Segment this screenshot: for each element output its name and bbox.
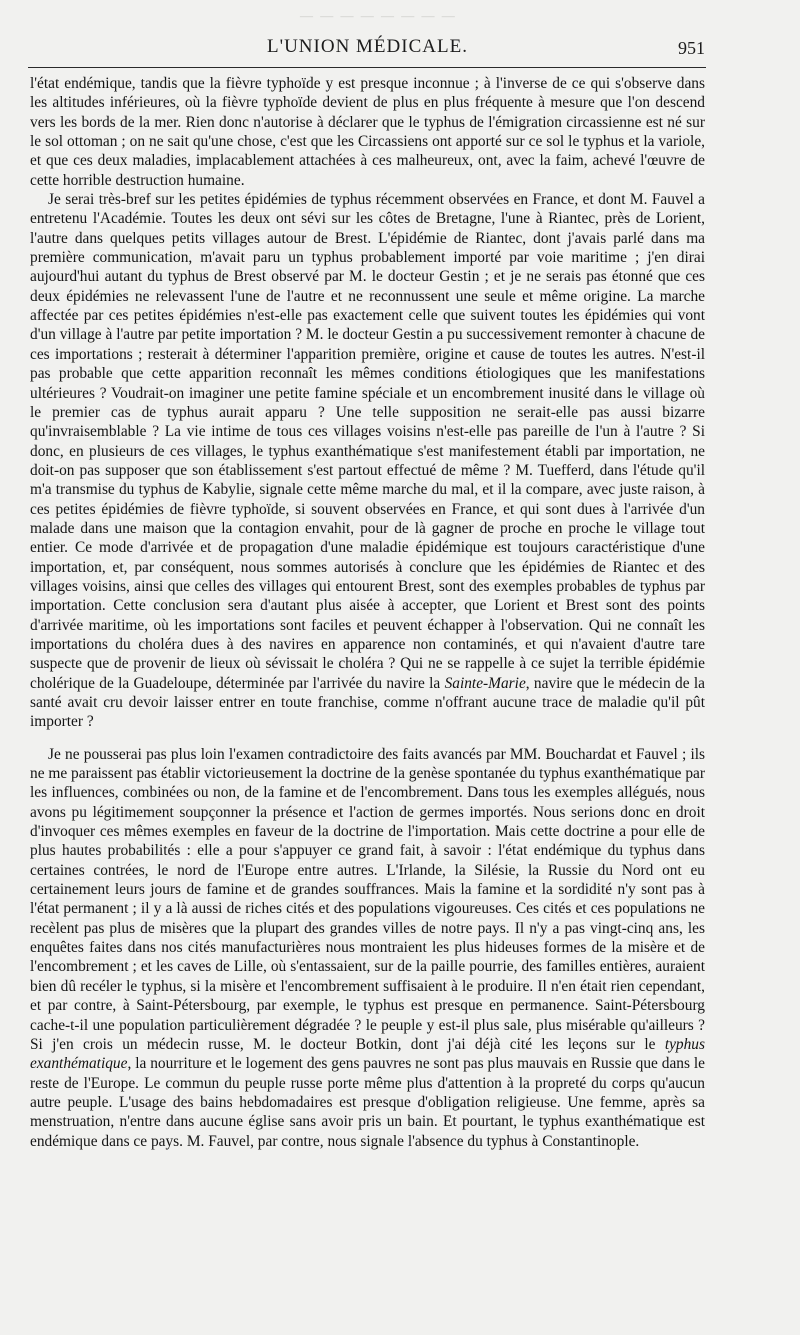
bleed-through-text: — — — — — — — — <box>300 8 457 23</box>
paragraph-text: Je serai très-bref sur les petites épidémies de typhus récemment observées en France, et dont M. Fauvel a entretenu l'Académie. Toutes les deux ont sévi sur les côtes de Bretagne, l'une à Riantec, près de Lorient, l'autre dans quelques petits villages autour de Brest. L'épidémie de Riantec, dont j'avais parlé dans ma première communication, m'avait paru un typhus probablement importé par voie maritime ; j'en dirai aujourd'hui autant du typhus de Brest observé par M. le docteur Gestin ; et je ne serais pas étonné que ces deux épidémies ne relevassent l'une de l'autre et ne reconnussent une seule et même origine. La marche affectée par ces petites épidémies n'est-elle pas exactement celle que suivent toutes les épidémies qui vont d'un village à l'autre par petite importation ? M. le docteur Gestin a pu successivement remonter à chacune de ces importations ; resterait à déterminer l'apparition première, origine et cause de toutes les autres. N'est-il pas probable que cette apparition reconnaît les mêmes conditions étiologiques que les manifestations ultérieures ? Voudrait-on imaginer une petite famine spéciale et un encombrement inusité dans le village où le premier cas de typhus aurait apparu ? Une telle supposition ne serait-elle pas aussi bizarre qu'invraisemblable ? La vie intime de tous ces villages voisins n'est-elle pas pareille de l'un à l'autre ? Si donc, en plusieurs de ces villages, le typhus exanthématique s'est manifestement établi par importation, ne doit-on pas supposer que son établissement s'est partout effectué de même ? M. Tuefferd, dans l'étude qu'il m'a transmise du typhus de Kabylie, signale cette même marche du mal, et il la compare, avec juste raison, à ces petites épidémies de fièvre typhoïde, si souvent observées en France, et qui sont dues à l'arrivée d'un malade dans une maison que la contagion envahit, pour de là gagner de proche en proche le village tout entier. Ce mode d'arrivée et de propagation d'une maladie épidémique est toujours caractéristique d'une importation, et, par conséquent, nous sommes autorisés à conclure que les épidémies de Riantec et des villages voisins, ainsi que celles des villages qui entourent Brest, sont des exemples probables de typhus par importation. Cette conclusion sera d'autant plus aisée à accepter, que Lorient et Brest sont des points d'arrivée maritime, où les importations sont faciles et peuvent échapper à l'observation. Qui ne connaît les importations du choléra dues à des navires en apparence non contaminés, et qui n'avaient d'autre tare suspecte que de provenir de lieux où sévissait le choléra ? Qui ne se rappelle à ce sujet la terrible épidémie cholérique de la Guadeloupe, déterminée par l'arrivée du navire la <box>30 191 705 692</box>
paragraph-text: , la nourriture et le logement des gens pauvres ne sont pas plus mauvais en Russie que dans le reste de l'Europe. Le commun du peuple russe porte même plus d'attention à la propreté du corps qu'aucun autre peuple. L'usage des bains hebdomadaires est presque d'obligation religieuse. Une femme, après sa menstruation, n'entre dans aucune église sans avoir pris un bain. Et pourtant, le typhus exanthématique est endémique dans ce pays. M. Fauvel, par contre, nous signale l'absence du typhus à Constantinople. <box>30 1055 705 1150</box>
article-body <box>30 74 705 1151</box>
margin-bleed <box>740 80 800 1280</box>
running-head <box>30 36 705 60</box>
header-rule <box>28 67 706 68</box>
paragraph-text: , navire que le médecin de la santé avait cru devoir laisser entrer en toute franchise, comme n'offrant aucune trace de maladie qu'il pût importer ? <box>30 674 705 731</box>
paragraph <box>30 745 705 1151</box>
italic-text: typhus exanthématique <box>30 1035 705 1073</box>
journal-title: L'UNION MÉDICALE. <box>267 36 468 57</box>
page-number: 951 <box>678 38 705 58</box>
paragraph-text: Je ne pousserai pas plus loin l'examen contradictoire des faits avancés par MM. Bouchardat et Fauvel ; ils ne me paraissent pas établir victorieusement la doctrine de la genèse spontanée du typhus exanthématique par les influences, combinées ou non, de la famine et de l'encombrement. Dans tous les exemples allégués, nous avons pu légitimement soupçonner la présence et l'action de germes importés. Nous serions donc en droit d'invoquer ces mêmes exemples en faveur de la doctrine de l'importation. Mais cette doctrine a pour elle de plus hautes probabilités : elle a pour s'appuyer ce grand fait, à savoir : l'état endémique du typhus dans certaines contrées, le nord de l'Europe entre autres. L'Irlande, la Silésie, la Russie du Nord ont eu certainement leurs jours de famine et de grandes souffrances. Mais la famine et la sordidité n'y sont pas à l'état permanent ; il y a là aussi de riches cités et des populations vigoureuses. Ces cités et ces populations ne recèlent pas plus de misères que la plupart des grandes villes de notre pays. Il n'y a pas vingt-cinq ans, les enquêtes faites dans nos cités manufacturières nous montraient les plus hideuses formes de la misère et de l'encombrement ; et les caves de Lille, où s'entassaient, sur de la paille pourrie, des familles entières, auraient bien dû recéler le typhus, si la misère et l'encombrement suffisaient à le produire. Il n'en était rien cependant, et par contre, à Saint-Pétersbourg, par exemple, le typhus est presque en permanence. Saint-Pétersbourg cache-t-il une population particulièrement dégradée ? le peuple y est-il plus sale, plus misérable qu'ailleurs ? Si j'en crois un médecin russe, M. le docteur Botkin, dont j'ai déjà cité les leçons sur le <box>30 745 705 1053</box>
paragraph <box>30 74 705 190</box>
paragraph-text: l'état endémique, tandis que la fièvre typhoïde y est presque inconnue ; à l'inverse de ce qui s'observe dans les altitudes inférieures, où la fièvre typhoïde devient de plus en plus fréquente à mesure que l'on descend vers les bords de la mer. Rien donc n'autorise à déclarer que le typhus de l'émigration circassienne est né sur le sol ottoman ; on ne sait qu'une chose, c'est que les Circassiens ont apporté sur ce sol le typhus et la variole, et que ces deux maladies, implacablement attachées à ces malheureux, ont, avec la faim, achevé l'œuvre de cette horrible destruction humaine. <box>30 75 705 189</box>
paragraph <box>30 190 705 732</box>
italic-text: Sainte-Marie <box>444 674 526 692</box>
